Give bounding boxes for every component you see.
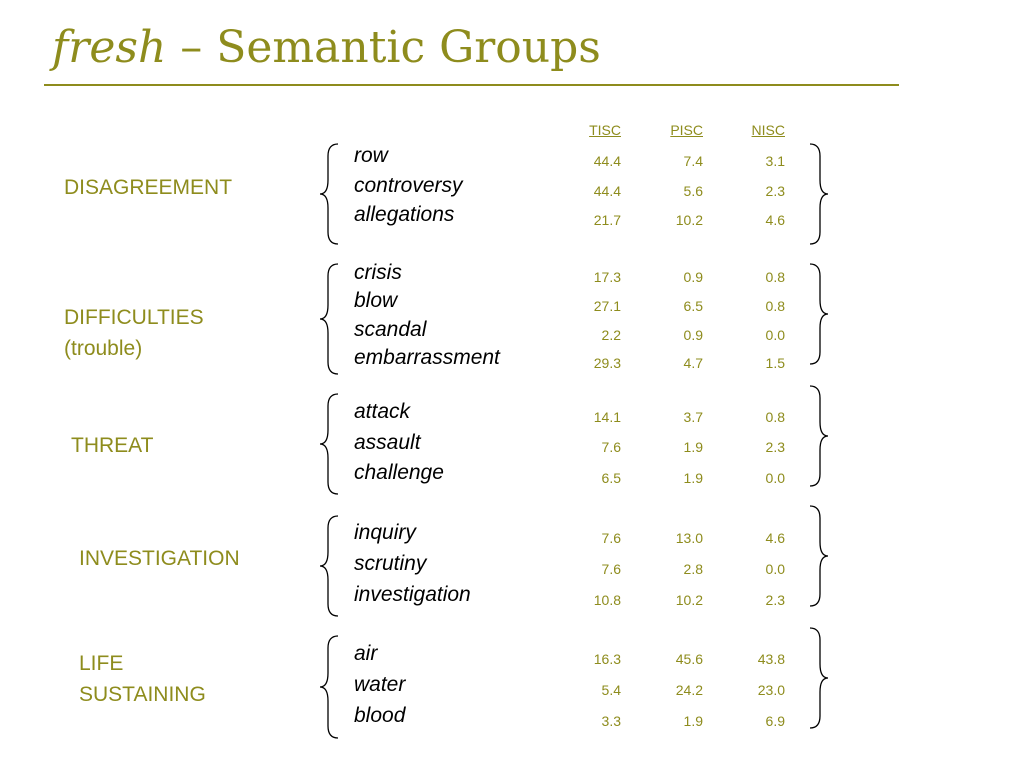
cell-tisc: 3.3: [601, 713, 621, 729]
group-label-difficulties: DIFFICULTIES (trouble): [64, 306, 204, 360]
word-inquiry: inquiry: [354, 521, 416, 544]
cell-pisc: 45.6: [675, 651, 703, 667]
word-assault: assault: [354, 431, 421, 454]
cell-pisc: 0.9: [683, 269, 703, 285]
cell-pisc: 13.0: [675, 530, 703, 546]
cell-tisc: 7.6: [601, 561, 621, 577]
cell-nisc: 2.3: [765, 183, 785, 199]
column-header-tisc: TISC: [589, 122, 621, 138]
cell-nisc: 6.9: [765, 713, 785, 729]
cell-pisc: 7.4: [683, 153, 703, 169]
group-label-disagreement: DISAGREEMENT: [64, 176, 233, 199]
cell-nisc: 0.8: [765, 269, 785, 285]
cell-tisc: 7.6: [601, 530, 621, 546]
cell-pisc: 3.7: [683, 409, 703, 425]
cell-tisc: 44.4: [593, 183, 621, 199]
cell-pisc: 5.6: [683, 183, 703, 199]
cell-tisc: 44.4: [593, 153, 621, 169]
slide-title: [52, 20, 601, 76]
word-blood: blood: [354, 704, 406, 727]
word-row: row: [354, 144, 388, 167]
cell-tisc: 5.4: [601, 682, 621, 698]
cell-pisc: 4.7: [683, 355, 703, 371]
right-brace-icon: [808, 384, 830, 488]
word-air: air: [354, 642, 378, 665]
cell-tisc: 2.2: [601, 327, 621, 343]
cell-nisc: 4.6: [765, 212, 785, 228]
cell-pisc: 6.5: [683, 298, 703, 314]
cell-nisc: 0.0: [765, 327, 785, 343]
column-header-nisc: NISC: [751, 122, 785, 138]
right-brace-icon: [808, 626, 830, 730]
cell-pisc: 1.9: [683, 470, 703, 486]
cell-tisc: 10.8: [593, 592, 621, 608]
cell-nisc: 0.8: [765, 298, 785, 314]
word-attack: attack: [354, 400, 411, 423]
cell-pisc: 10.2: [675, 212, 703, 228]
cell-pisc: 24.2: [675, 682, 703, 698]
left-brace-icon: [318, 392, 340, 496]
word-scrutiny: scrutiny: [354, 552, 427, 575]
left-brace-icon: [318, 262, 340, 376]
left-brace-icon: [318, 142, 340, 246]
cell-pisc: 10.2: [675, 592, 703, 608]
title-rest: – Semantic Groups: [166, 22, 601, 73]
left-brace-icon: [318, 634, 340, 740]
word-controversy: controversy: [354, 174, 463, 197]
word-scandal: scandal: [354, 318, 427, 341]
cell-nisc: 2.3: [765, 592, 785, 608]
title-underline: [44, 84, 899, 86]
cell-tisc: 27.1: [593, 298, 621, 314]
cell-tisc: 14.1: [593, 409, 621, 425]
cell-tisc: 21.7: [593, 212, 621, 228]
cell-tisc: 29.3: [593, 355, 621, 371]
cell-pisc: 2.8: [683, 561, 703, 577]
right-brace-icon: [808, 504, 830, 608]
cell-tisc: 6.5: [601, 470, 621, 486]
cell-nisc: 23.0: [757, 682, 785, 698]
cell-nisc: 3.1: [765, 153, 785, 169]
cell-pisc: 0.9: [683, 327, 703, 343]
group-label-life-sustaining: LIFE SUSTAINING: [79, 652, 206, 706]
cell-pisc: 1.9: [683, 713, 703, 729]
right-brace-icon: [808, 142, 830, 246]
word-embarrassment: embarrassment: [354, 346, 500, 369]
word-investigation: investigation: [354, 583, 471, 606]
right-brace-icon: [808, 262, 830, 366]
cell-nisc: 0.0: [765, 561, 785, 577]
word-crisis: crisis: [354, 261, 402, 284]
word-blow: blow: [354, 289, 398, 312]
group-label-threat: THREAT: [71, 434, 154, 457]
word-water: water: [354, 673, 406, 696]
group-label-investigation: INVESTIGATION: [79, 547, 240, 570]
cell-nisc: 43.8: [757, 651, 785, 667]
word-challenge: challenge: [354, 461, 444, 484]
cell-tisc: 7.6: [601, 439, 621, 455]
cell-nisc: 4.6: [765, 530, 785, 546]
column-header-pisc: PISC: [670, 122, 703, 138]
title-italic: fresh: [52, 22, 167, 73]
cell-nisc: 0.0: [765, 470, 785, 486]
word-allegations: allegations: [354, 203, 455, 226]
cell-nisc: 1.5: [765, 355, 785, 371]
cell-nisc: 0.8: [765, 409, 785, 425]
cell-pisc: 1.9: [683, 439, 703, 455]
cell-nisc: 2.3: [765, 439, 785, 455]
cell-tisc: 16.3: [593, 651, 621, 667]
cell-tisc: 17.3: [593, 269, 621, 285]
left-brace-icon: [318, 514, 340, 618]
